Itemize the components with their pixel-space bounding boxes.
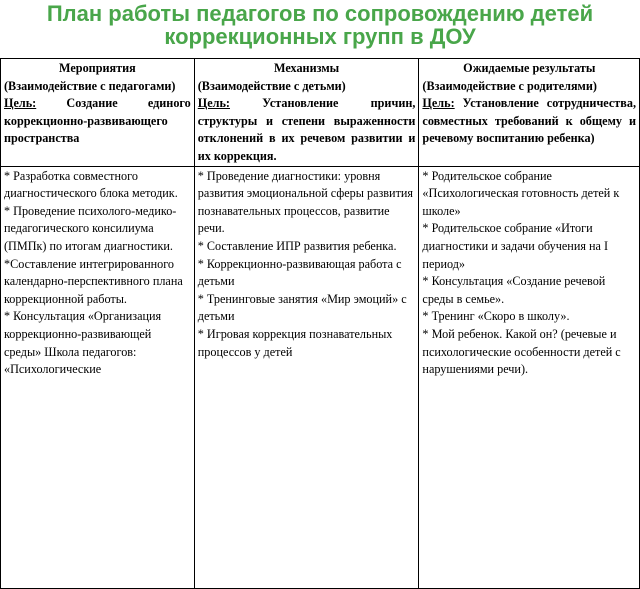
header-heading: Мероприятия <box>59 61 136 75</box>
cell-mechanisms <box>194 166 419 588</box>
header-subheading: (Взаимодействие с педагогами) <box>4 78 176 93</box>
goal-text: Установление сотрудничества, совместных требований к общему и речевому воспитанию ребенка) <box>422 96 636 146</box>
cell-text: * Родительское собрание «Психологическая готовность детей к школе» * Родительское собрание «Итоги диагностики и задачи обучения на I период» * Консультация «Создание речевой среды в семье». * Тренинг «Скоро в школу». * Мой ребенок. Какой он? (речевые и психологические особенности детей с нарушениями речи). <box>422 168 621 377</box>
header-goal <box>198 95 416 165</box>
header-cell-events <box>1 59 195 167</box>
goal-text: Создание единого коррекционно-развивающего пространства <box>4 96 191 146</box>
cell-events <box>1 166 195 588</box>
header-heading: Ожидаемые результаты <box>463 61 596 75</box>
goal-label: Цель: <box>4 96 37 111</box>
cell-text: * Проведение диагностики: уровня развития эмоциональной сферы развития познавательных процессов, развитие речи. * Составление ИПР развития ребенка. * Коррекционно-развивающая работа с детьми * Тренинговые занятия «Мир эмоций» с детьми * Игровая коррекция познавательных процессов у детей <box>197 168 414 359</box>
header-goal <box>4 95 191 148</box>
header-subheading: (Взаимодействие с детьми) <box>197 78 346 93</box>
header-cell-mechanisms <box>194 59 419 167</box>
header-heading: Механизмы <box>274 61 340 75</box>
cell-results <box>419 166 640 588</box>
header-goal <box>422 95 636 148</box>
goal-label: Цель: <box>197 96 230 111</box>
table-header-row <box>1 59 640 167</box>
cell-text: * Разработка совместного диагностического блока методик. * Проведение психолого-медико-педагогического консилиума (ПМПк) по итогам диагностики. *Составление интегрированного календарно-перспективного плана коррекционной работы. * Консультация «Организация коррекционно-развивающей среды» Школа педагогов: «Психологические <box>4 168 183 377</box>
work-plan-table <box>0 58 640 589</box>
slide-title: План работы педагогов по сопровождению детей коррекционных групп в ДОУ <box>46 1 594 49</box>
goal-text: Установление причин, структуры и степени выраженности отклонений в их речевом развитии и их коррекция. <box>197 96 416 163</box>
table-row <box>1 166 640 588</box>
goal-label: Цель: <box>422 96 455 111</box>
header-cell-results <box>419 59 640 167</box>
header-subheading: (Взаимодействие с родителями) <box>422 78 597 93</box>
